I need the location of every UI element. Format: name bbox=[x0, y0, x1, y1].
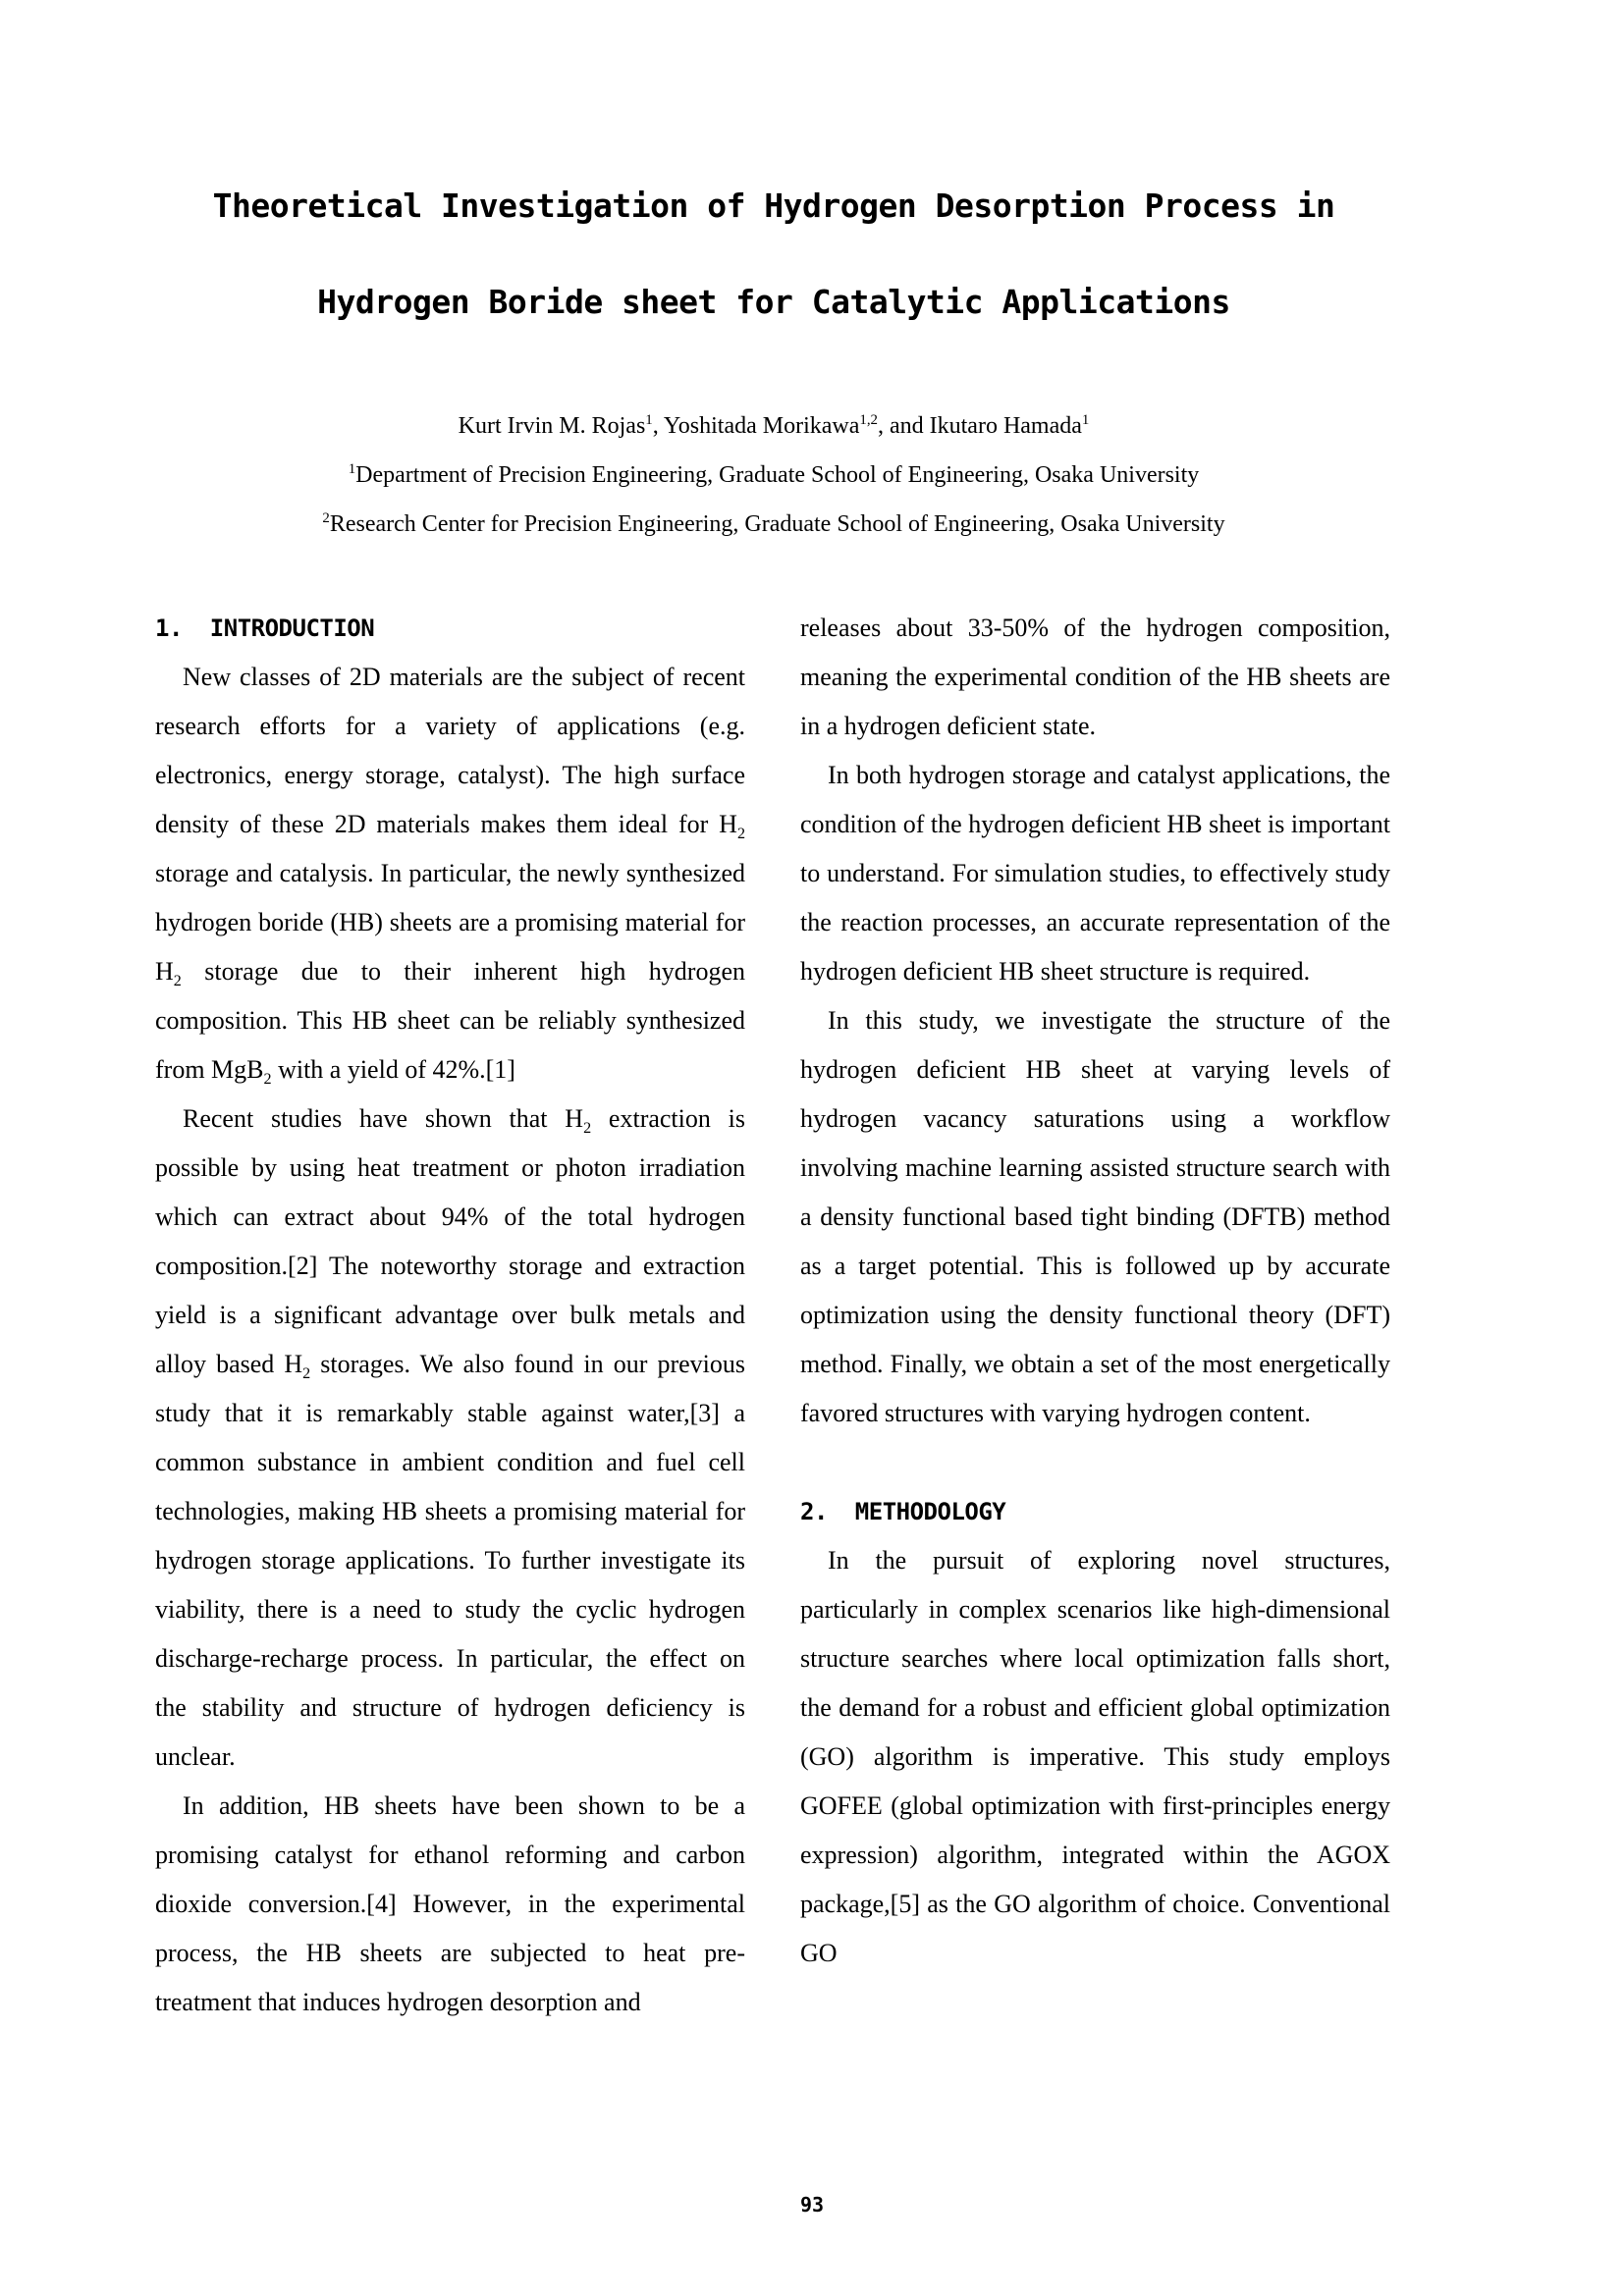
paragraph-intro-1: New classes of 2D materials are the subject of recent research efforts for a variety of applications (e.g. electronics, energy storage, catalyst). The high surface density of these 2D materials makes them ideal for $H_2$ storage and catalysis. In particular, the newly synthesized hydrogen boride (HB) sheets are a promising material for $H_2$ storage due to their inherent high hydrogen composition. This HB sheet can be reliably synthesized from MgB$_2$ with a yield of 42%.[1] bbox=[155, 663, 745, 1089]
section-heading-methodology: 2. METHODOLOGY bbox=[800, 1498, 1006, 1525]
right-column bbox=[800, 604, 1390, 2027]
paragraph-methodology-1: In the pursuit of exploring novel structures, particularly in complex scenarios like high-dimensional structure searches where local optimization falls short, the demand for a robust and efficient global optimization (GO) algorithm is imperative. This study employs GOFEE (global optimization with first-principles energy expression) algorithm, integrated within the AGOX package,[5] as the GO algorithm of choice. Conventional GO bbox=[800, 1546, 1390, 1967]
left-column bbox=[155, 604, 745, 2027]
paragraph-intro-3: In addition, HB sheets have been shown to be a promising catalyst for ethanol reforming and carbon dioxide conversion.[4] However, in the experimental process, the HB sheets are subjected to heat pre-treatment that induces hydrogen desorption and bbox=[155, 1791, 745, 2016]
section-heading-introduction: 1. INTRODUCTION bbox=[155, 614, 375, 642]
paragraph-intro-5: In this study, we investigate the structure of the hydrogen deficient HB sheet at varying levels of hydrogen vacancy saturations using a workflow involving machine learning assisted structure search with a density functional based tight binding (DFTB) method as a target potential. This is followed up by accurate optimization using the density functional theory (DFT) method. Finally, we obtain a set of the most energetically favored structures with varying hydrogen content. bbox=[800, 1006, 1390, 1427]
paragraph-intro-4: In both hydrogen storage and catalyst applications, the condition of the hydrogen deficient HB sheet is important to understand. For simulation studies, to effectively study the reaction processes, an accurate representation of the hydrogen deficient HB sheet structure is required. bbox=[800, 761, 1390, 986]
two-column-body bbox=[155, 604, 1390, 2027]
paragraph-intro-2: Recent studies have shown that $H_2$ extraction is possible by using heat treatment or photon irradiation which can extract about 94% of the total hydrogen composition.[2] The noteworthy storage and extraction yield is a significant advantage over bulk metals and alloy based $H_2$ storages. We also found in our previous study that it is remarkably stable against water,[3] a common substance in ambient condition and fuel cell technologies, making HB sheets a promising material for hydrogen storage applications. To further investigate its viability, there is a need to study the cyclic hydrogen discharge-recharge process. In particular, the effect on the stability and structure of hydrogen deficiency is unclear. bbox=[155, 1104, 745, 1771]
affiliation-1: $^1$Department of Precision Engineering, Graduate School of Engineering, Osaka University bbox=[348, 461, 1200, 488]
affiliation-2: $^2$Research Center for Precision Engineering, Graduate School of Engineering, Osaka University bbox=[322, 510, 1225, 537]
paper-title-line-2: Hydrogen Boride sheet for Catalytic Applications bbox=[317, 283, 1230, 321]
authors-line: Kurt Irvin M. Rojas$^1$, Yoshitada Morikawa$^{1,2}$, and Ikutaro Hamada$^1$ bbox=[458, 412, 1090, 439]
paragraph-intro-3-continuation: releases about 33-50% of the hydrogen composition, meaning the experimental condition of the HB sheets are in a hydrogen deficient state. bbox=[800, 614, 1390, 740]
paper-title-line-1: Theoretical Investigation of Hydrogen Desorption Process in bbox=[212, 187, 1335, 225]
page-number: 93 bbox=[799, 2193, 825, 2216]
